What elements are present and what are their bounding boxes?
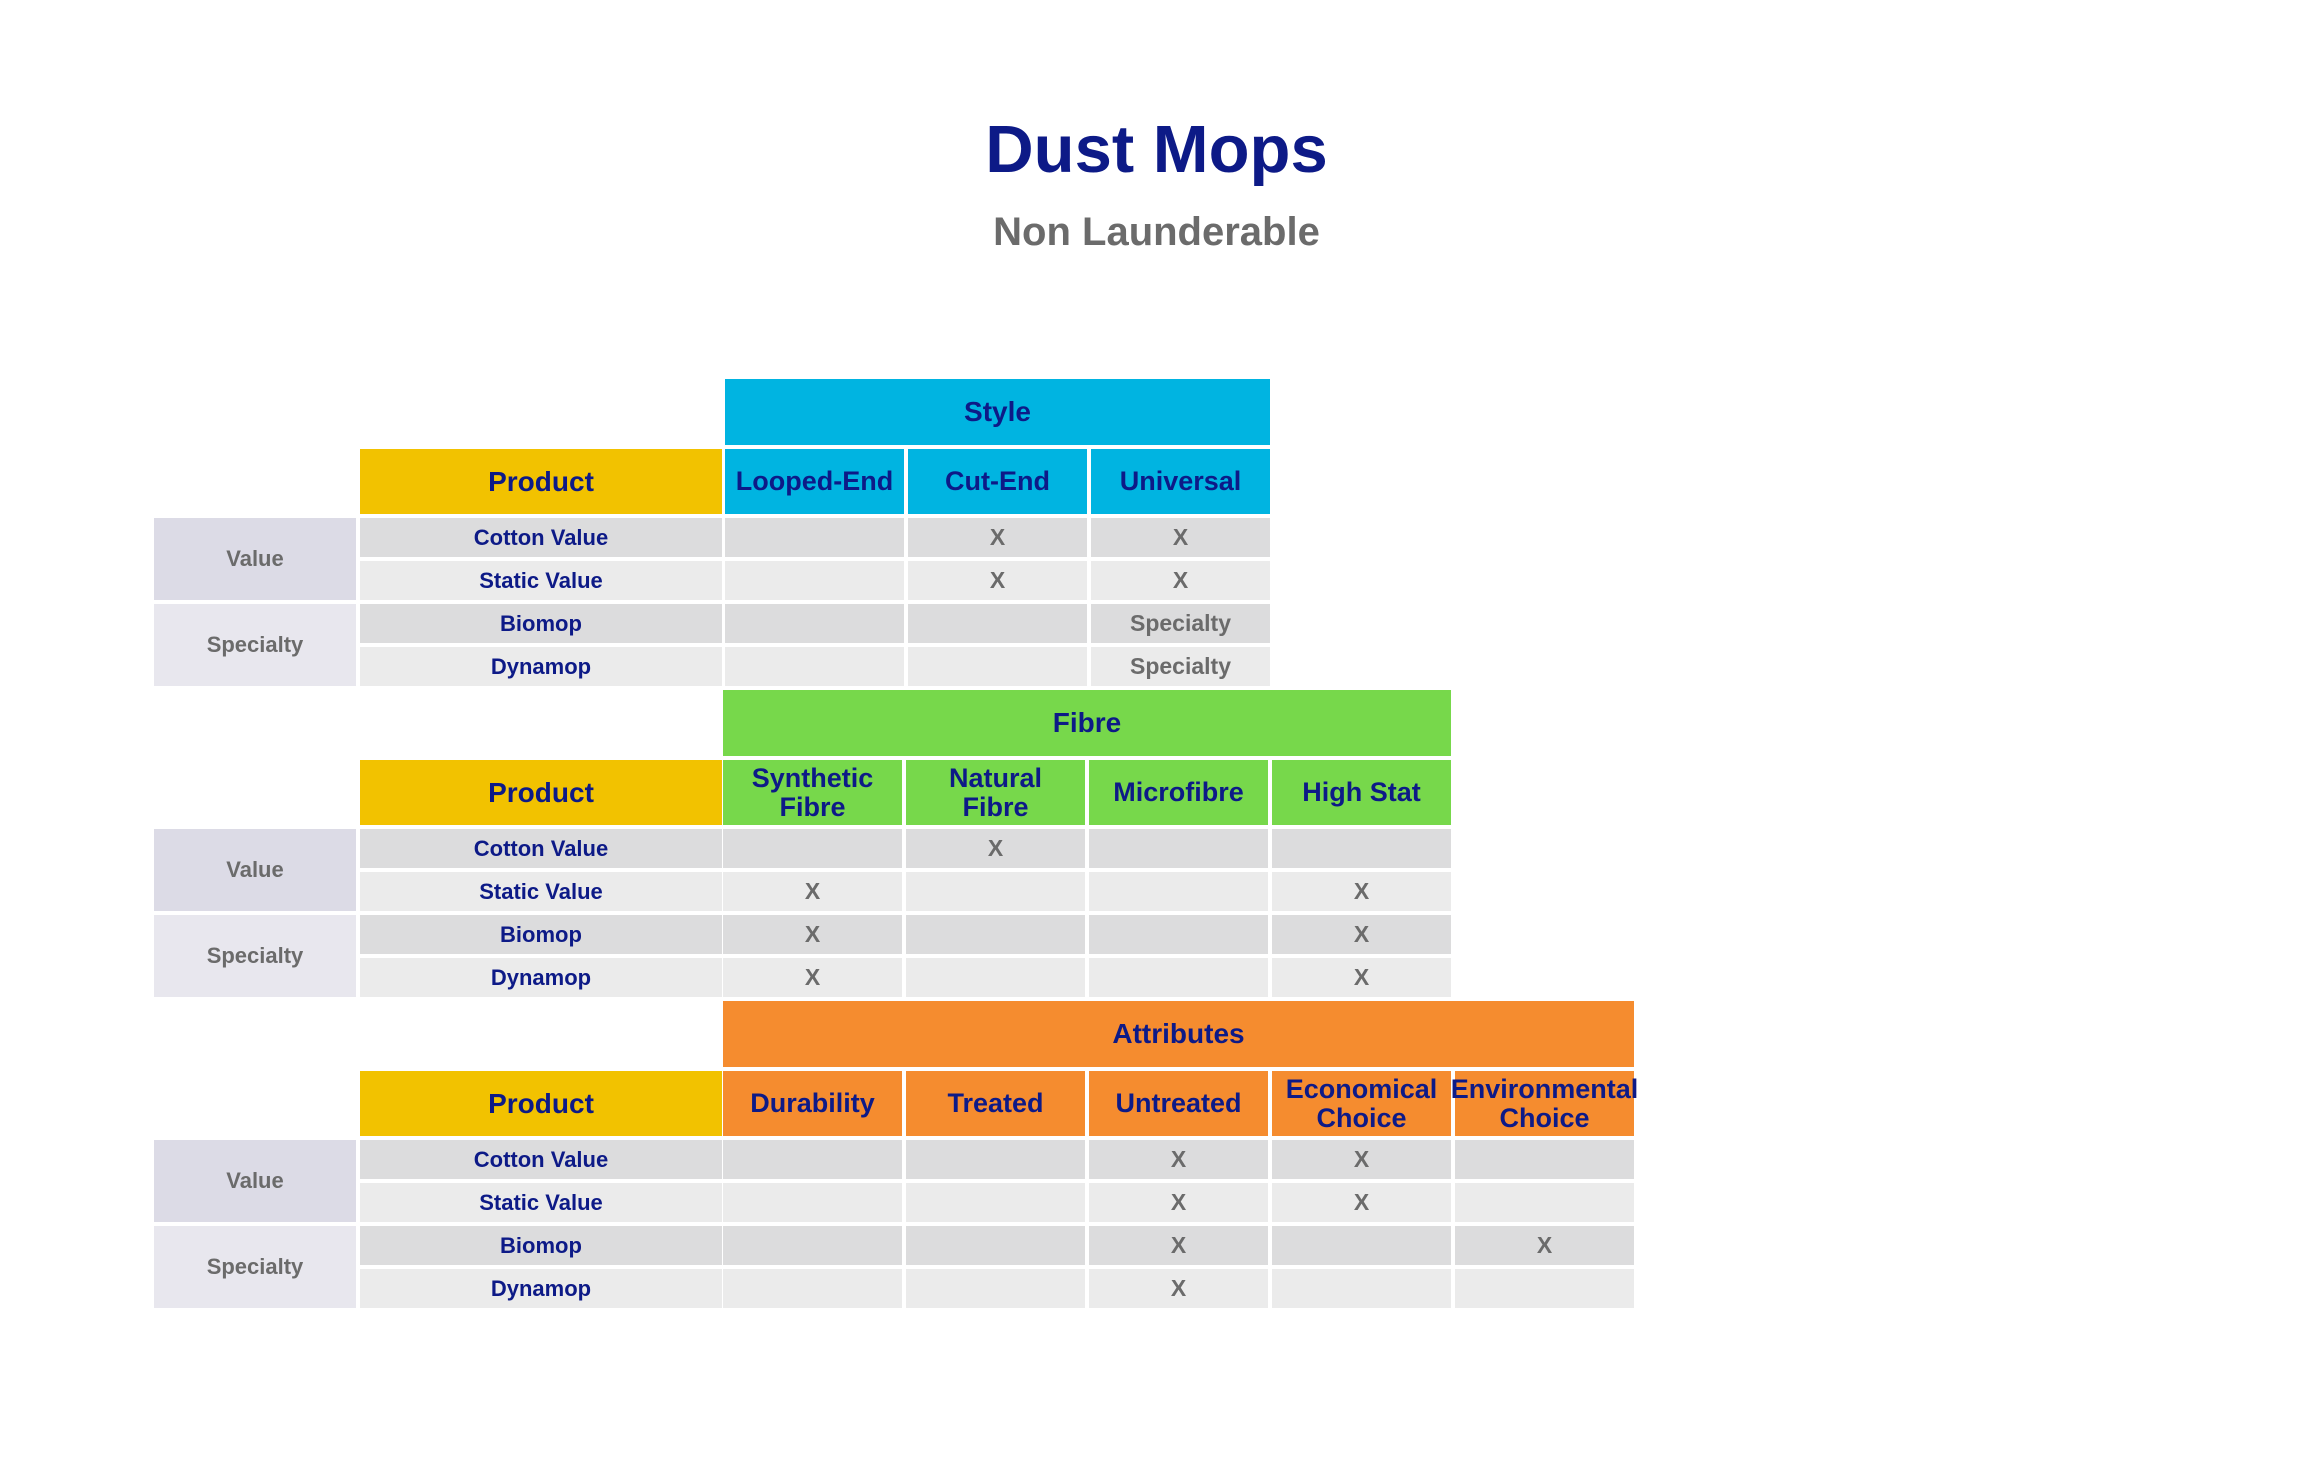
check-mark: X (1272, 915, 1451, 954)
empty-cell (1272, 1226, 1451, 1265)
empty-cell (725, 604, 904, 643)
column-header-cut-end: Cut-End (908, 449, 1087, 514)
product-name: Cotton Value (360, 518, 722, 557)
column-header-economical-choice: Economical Choice (1272, 1071, 1451, 1136)
column-header-synthetic-fibre: Synthetic Fibre (723, 760, 902, 825)
empty-cell (1272, 1269, 1451, 1308)
empty-cell (725, 518, 904, 557)
value-cell: Specialty (1091, 604, 1270, 643)
category-label: Specialty (154, 1226, 356, 1308)
column-header-looped-end: Looped-End (725, 449, 904, 514)
product-name: Cotton Value (360, 829, 722, 868)
column-header-natural-fibre: Natural Fibre (906, 760, 1085, 825)
product-name: Static Value (360, 1183, 722, 1222)
empty-cell (1455, 1269, 1634, 1308)
empty-cell (1089, 872, 1268, 911)
product-name: Biomop (360, 1226, 722, 1265)
check-mark: X (1089, 1226, 1268, 1265)
check-mark: X (1272, 958, 1451, 997)
check-mark: X (908, 518, 1087, 557)
column-header-untreated: Untreated (1089, 1071, 1268, 1136)
product-name: Biomop (360, 604, 722, 643)
page-title: Dust Mops (985, 112, 1328, 187)
product-name: Dynamop (360, 647, 722, 686)
empty-cell (906, 915, 1085, 954)
column-header-universal: Universal (1091, 449, 1270, 514)
check-mark: X (1272, 1140, 1451, 1179)
empty-cell (1089, 915, 1268, 954)
column-header-durability: Durability (723, 1071, 902, 1136)
product-column-header: Product (360, 1071, 722, 1136)
empty-cell (1455, 1140, 1634, 1179)
check-mark: X (1089, 1269, 1268, 1308)
empty-cell (723, 829, 902, 868)
check-mark: X (1455, 1226, 1634, 1265)
empty-cell (723, 1226, 902, 1265)
empty-cell (725, 561, 904, 600)
column-header-environmental-choice: Environmental Choice (1455, 1071, 1634, 1136)
check-mark: X (1091, 518, 1270, 557)
empty-cell (906, 1183, 1085, 1222)
empty-cell (1089, 829, 1268, 868)
empty-cell (906, 1226, 1085, 1265)
category-label: Specialty (154, 604, 356, 686)
product-name: Dynamop (360, 958, 722, 997)
style-group-header: Style (725, 379, 1270, 445)
check-mark: X (1091, 561, 1270, 600)
product-name: Static Value (360, 872, 722, 911)
empty-cell (725, 647, 904, 686)
column-header-high-stat: High Stat (1272, 760, 1451, 825)
check-mark: X (1089, 1183, 1268, 1222)
check-mark: X (1089, 1140, 1268, 1179)
empty-cell (908, 647, 1087, 686)
empty-cell (908, 604, 1087, 643)
empty-cell (1089, 958, 1268, 997)
empty-cell (723, 1140, 902, 1179)
check-mark: X (906, 829, 1085, 868)
product-name: Static Value (360, 561, 722, 600)
category-label: Value (154, 1140, 356, 1222)
check-mark: X (1272, 1183, 1451, 1222)
empty-cell (906, 958, 1085, 997)
empty-cell (723, 1269, 902, 1308)
check-mark: X (908, 561, 1087, 600)
column-header-treated: Treated (906, 1071, 1085, 1136)
product-name: Biomop (360, 915, 722, 954)
check-mark: X (1272, 872, 1451, 911)
product-column-header: Product (360, 449, 722, 514)
page-subtitle: Non Launderable (993, 210, 1320, 254)
category-label: Value (154, 518, 356, 600)
category-label: Specialty (154, 915, 356, 997)
attributes-group-header: Attributes (723, 1001, 1634, 1067)
category-label: Value (154, 829, 356, 911)
empty-cell (906, 1269, 1085, 1308)
product-name: Cotton Value (360, 1140, 722, 1179)
product-column-header: Product (360, 760, 722, 825)
empty-cell (906, 1140, 1085, 1179)
product-name: Dynamop (360, 1269, 722, 1308)
check-mark: X (723, 872, 902, 911)
check-mark: X (723, 915, 902, 954)
empty-cell (1455, 1183, 1634, 1222)
empty-cell (1272, 829, 1451, 868)
empty-cell (906, 872, 1085, 911)
value-cell: Specialty (1091, 647, 1270, 686)
column-header-microfibre: Microfibre (1089, 760, 1268, 825)
empty-cell (723, 1183, 902, 1222)
check-mark: X (723, 958, 902, 997)
fibre-group-header: Fibre (723, 690, 1451, 756)
